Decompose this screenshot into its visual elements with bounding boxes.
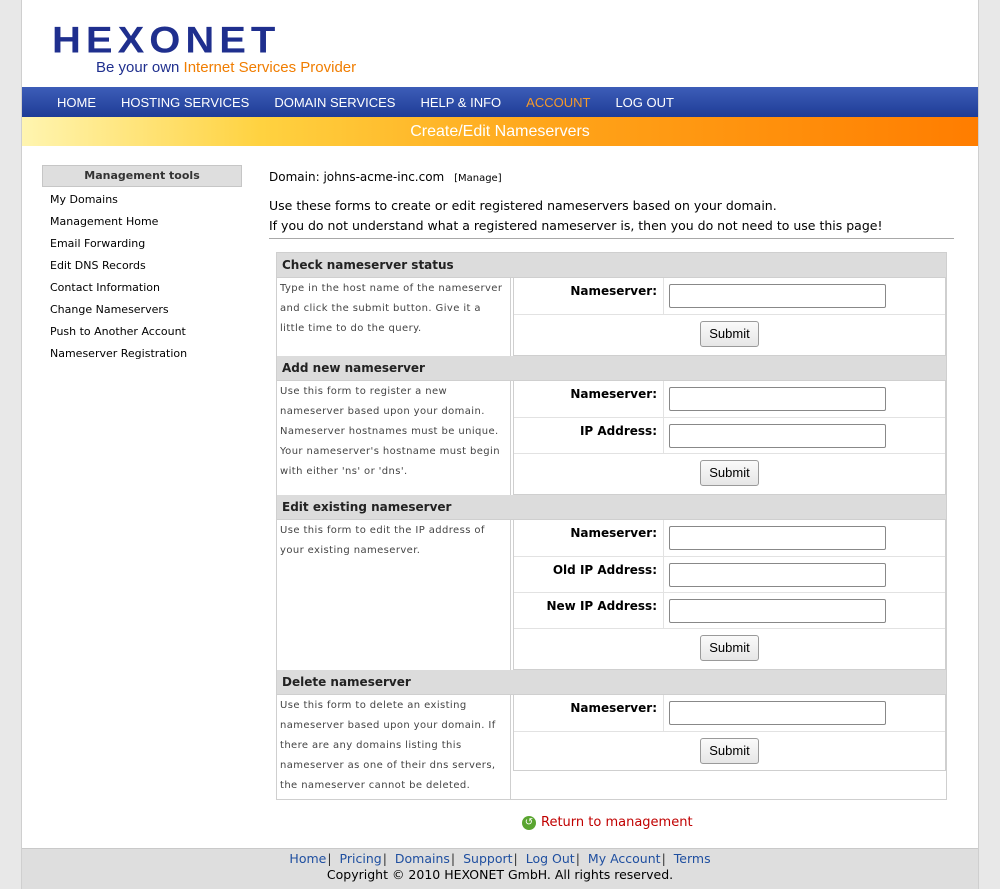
delete-nameserver-input[interactable] <box>669 701 886 725</box>
section-check-status <box>277 278 946 356</box>
form-fields <box>513 278 946 356</box>
sidebar-item-change-nameservers[interactable]: Change Nameservers <box>50 303 169 316</box>
nav-log-out[interactable]: LOG OUT <box>615 94 674 110</box>
section-add-nameserver <box>277 381 946 495</box>
hexonet-logo[interactable] <box>52 22 362 78</box>
section-description: Use this form to edit the IP address of your existing nameserver. <box>277 520 511 670</box>
sidebar-item-management-home[interactable]: Management Home <box>50 215 159 228</box>
edit-nameserver-input[interactable] <box>669 526 886 550</box>
tagline-highlight: Internet Services Provider <box>183 59 357 76</box>
submit-row <box>514 453 945 491</box>
footer-separator: | <box>661 851 666 866</box>
sidebar-title: Management tools <box>42 165 242 187</box>
form-row <box>514 417 945 453</box>
add-submit-button[interactable]: Submit <box>700 460 758 486</box>
form-fields <box>513 695 946 771</box>
old-ip-address-input[interactable] <box>669 563 886 587</box>
intro-line-1: Use these forms to create or edit registered nameservers based on your domain. <box>269 198 777 213</box>
sidebar-item-edit-dns-records[interactable]: Edit DNS Records <box>50 259 146 272</box>
form-row <box>514 381 945 417</box>
section-delete-nameserver <box>277 695 946 799</box>
field-cell <box>664 381 886 417</box>
sidebar-item-contact-information[interactable]: Contact Information <box>50 281 160 294</box>
footer-links <box>22 849 978 867</box>
copyright: Copyright © 2010 HEXONET GmbH. All rights reserved. <box>326 867 674 882</box>
main-nav <box>22 87 978 117</box>
footer-separator: | <box>327 851 332 866</box>
footer-separator: | <box>450 851 456 866</box>
field-cell <box>664 418 886 453</box>
manage-link[interactable]: [Manage] <box>454 173 502 184</box>
sidebar-item-email-forwarding[interactable]: Email Forwarding <box>50 237 146 250</box>
field-label: Nameserver: <box>514 381 664 417</box>
form-fields <box>513 520 946 670</box>
domain-name: johns-acme-inc.com <box>323 170 445 184</box>
form-row <box>514 592 945 628</box>
sidebar-item-push-to-another-account[interactable]: Push to Another Account <box>50 325 186 338</box>
footer-link-support[interactable]: Support <box>463 851 513 866</box>
section-description: Use this form to register a new nameserver based upon your domain. Nameserver hostnames must be unique. Your nameserver's hostname must begin with either 'ns' or 'dns'. <box>277 381 511 495</box>
field-label: Old IP Address: <box>514 557 664 592</box>
add-ip-address-input[interactable] <box>669 424 886 448</box>
field-label: Nameserver: <box>514 278 664 314</box>
section-title-delete-nameserver: Delete nameserver <box>277 670 946 695</box>
footer-link-terms[interactable]: Terms <box>673 851 711 866</box>
field-cell <box>664 593 886 628</box>
section-title-edit-nameserver: Edit existing nameserver <box>277 495 946 520</box>
section-title-check-status: Check nameserver status <box>277 253 946 278</box>
nav-help-info[interactable]: HELP & INFO <box>420 94 502 110</box>
page-title-banner: Create/Edit Nameservers <box>22 117 978 146</box>
field-label: Nameserver: <box>514 520 664 556</box>
field-cell <box>664 520 886 556</box>
check-submit-button[interactable]: Submit <box>700 321 758 347</box>
form-row <box>514 695 945 731</box>
nav-domain-services[interactable]: DOMAIN SERVICES <box>274 94 396 110</box>
nav-hosting-services[interactable]: HOSTING SERVICES <box>121 94 250 110</box>
return-label: Return to management <box>541 815 693 830</box>
tagline-text: Be your own <box>96 59 184 76</box>
footer-link-home[interactable]: Home <box>289 851 327 866</box>
domain-line <box>269 170 502 184</box>
nameserver-forms <box>276 252 947 800</box>
footer-link-pricing[interactable]: Pricing <box>339 851 382 866</box>
footer-link-domains[interactable]: Domains <box>394 851 450 866</box>
field-label: Nameserver: <box>514 695 664 731</box>
sidebar-item-nameserver-registration[interactable]: Nameserver Registration <box>50 347 188 360</box>
logo-tagline <box>96 59 356 76</box>
return-to-management-link[interactable] <box>522 815 693 830</box>
section-description: Type in the host name of the nameserver and click the submit button. Give it a little time to do the query. <box>277 278 511 356</box>
section-title-add-nameserver: Add new nameserver <box>277 356 946 381</box>
field-label: New IP Address: <box>514 593 664 628</box>
section-edit-nameserver <box>277 520 946 670</box>
form-row <box>514 520 945 556</box>
domain-label: Domain: <box>269 170 320 184</box>
intro-text <box>269 196 954 239</box>
footer <box>22 848 978 889</box>
add-nameserver-input[interactable] <box>669 387 886 411</box>
footer-separator: | <box>513 851 518 866</box>
edit-submit-button[interactable]: Submit <box>700 635 758 661</box>
field-cell <box>664 695 886 731</box>
form-fields <box>513 381 946 495</box>
submit-row <box>514 314 945 352</box>
sidebar-item-my-domains[interactable]: My Domains <box>50 193 118 206</box>
nav-account[interactable]: ACCOUNT <box>526 94 591 110</box>
footer-separator: | <box>575 851 580 866</box>
field-cell <box>664 278 886 314</box>
footer-separator: | <box>382 851 387 866</box>
new-ip-address-input[interactable] <box>669 599 886 623</box>
footer-link-log-out[interactable]: Log Out <box>525 851 575 866</box>
return-arrow-icon: ↺ <box>522 816 536 830</box>
sidebar <box>42 165 242 365</box>
intro-line-2: If you do not understand what a registered nameserver is, then you do not need to use this page! <box>269 218 883 233</box>
submit-row <box>514 628 945 666</box>
submit-row <box>514 731 945 769</box>
delete-submit-button[interactable]: Submit <box>700 738 758 764</box>
form-row <box>514 278 945 314</box>
logo-wordmark: HEXONET <box>52 20 281 61</box>
form-row <box>514 556 945 592</box>
field-cell <box>664 557 886 592</box>
sidebar-menu <box>42 187 242 365</box>
section-description: Use this form to delete an existing nameserver based upon your domain. If there are any domains listing this nameserver as one of their dns servers, the nameserver cannot be deleted. <box>277 695 511 799</box>
field-label: IP Address: <box>514 418 664 453</box>
check-nameserver-input[interactable] <box>669 284 886 308</box>
page <box>21 0 979 889</box>
footer-link-my-account[interactable]: My Account <box>587 851 661 866</box>
nav-home[interactable]: HOME <box>57 94 96 110</box>
